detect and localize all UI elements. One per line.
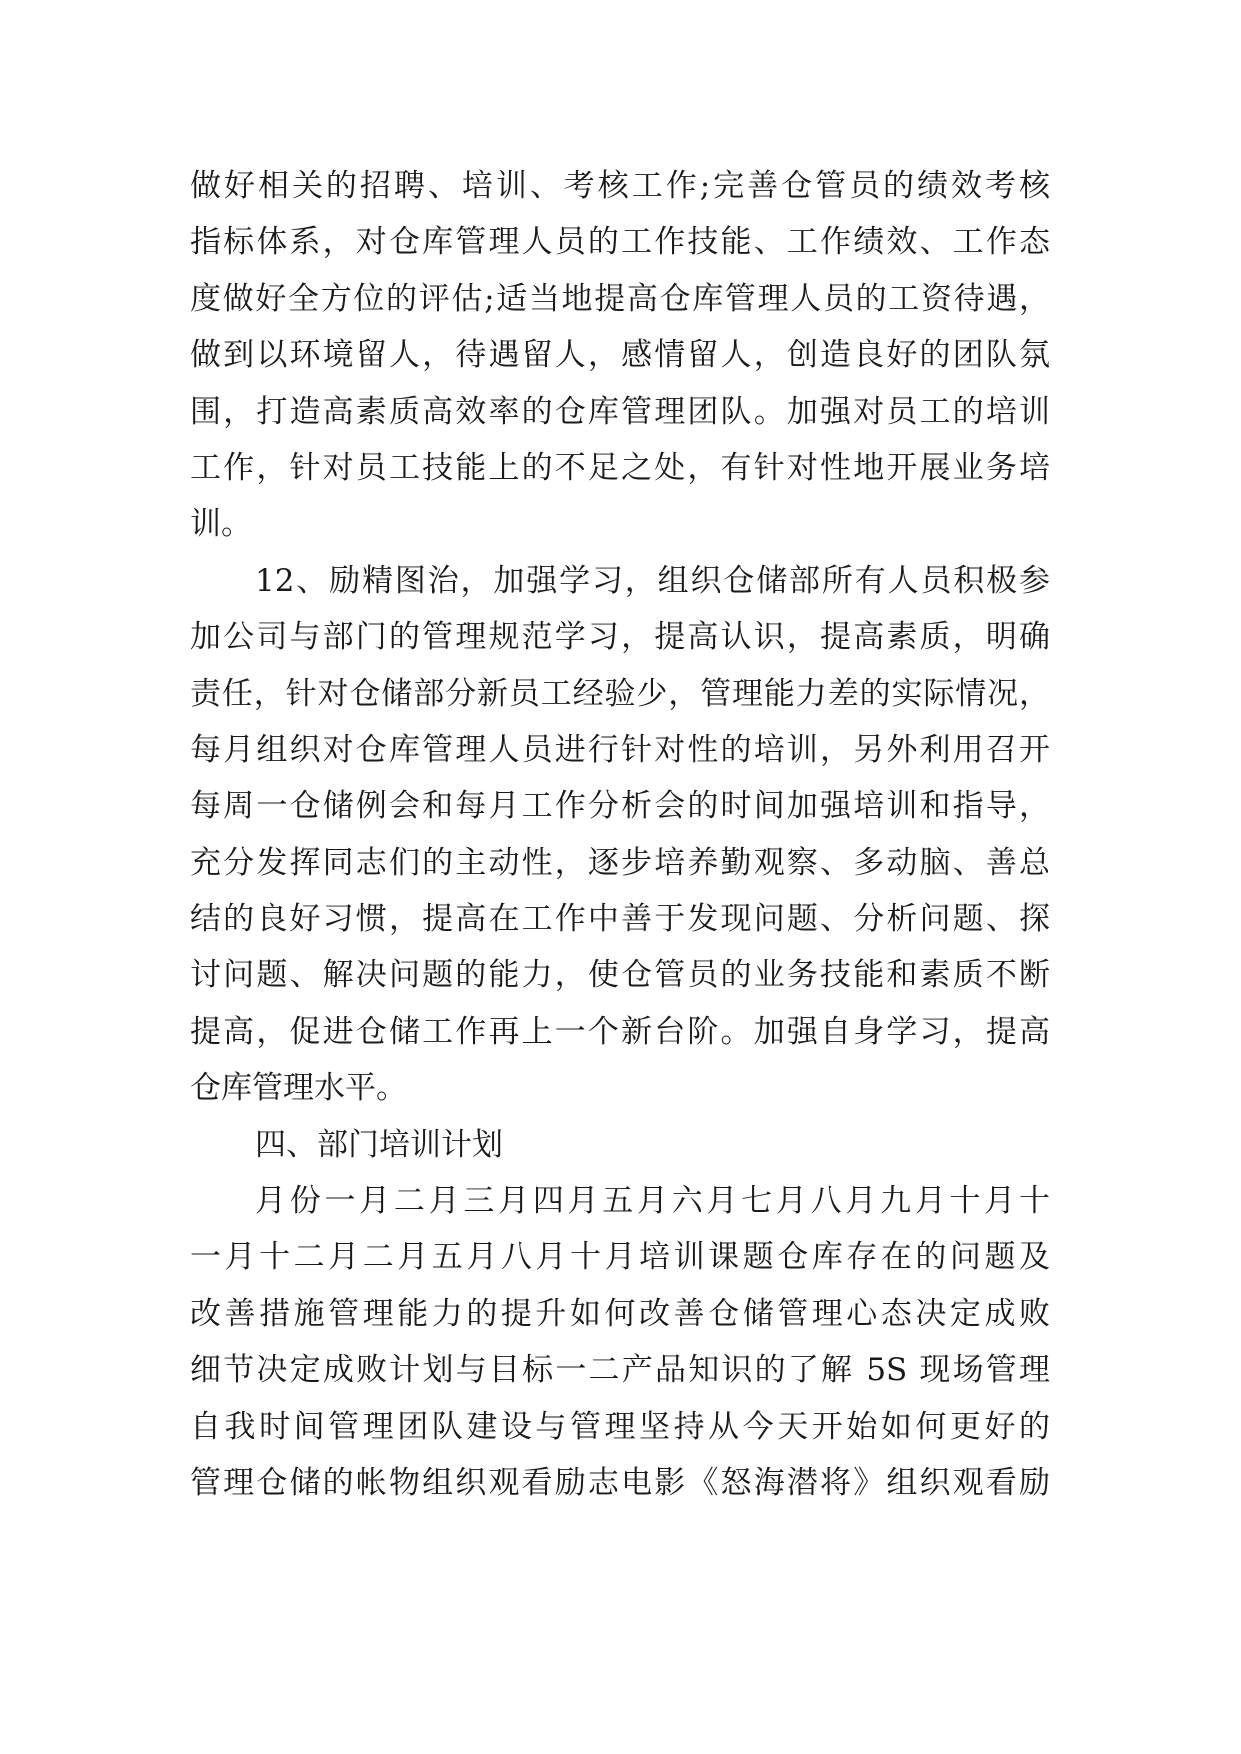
document-body — [190, 158, 1050, 1511]
body-line: 责任，针对仓储部分新员工经验少，管理能力差的实际情况， — [190, 675, 1050, 712]
body-line: 提高，促进仓储工作再上一个新台阶。加强自身学习，提高 — [190, 1013, 1050, 1050]
paragraph-12-first-line: 12、励精图治，加强学习，组织仓储部所有人员积极参 — [255, 562, 1050, 599]
body-line: 结的良好习惯，提高在工作中善于发现问题、分析问题、探 — [190, 901, 1050, 938]
body-line: 度做好全方位的评估;适当地提高仓库管理人员的工资待遇， — [190, 280, 1050, 317]
body-line: 细节决定成败计划与目标一二产品知识的了解 5S 现场管理 — [190, 1352, 1050, 1389]
body-line: 围，打造高素质高效率的仓库管理团队。加强对员工的培训 — [190, 393, 1050, 430]
body-line: 充分发挥同志们的主动性，逐步培养勤观察、多动脑、善总 — [190, 844, 1050, 881]
body-line: 训。 — [190, 506, 252, 543]
body-line: 每月组织对仓库管理人员进行针对性的培训，另外利用召开 — [190, 731, 1050, 768]
body-line: 讨问题、解决问题的能力，使仓管员的业务技能和素质不断 — [190, 957, 1050, 994]
body-line: 每周一仓储例会和每月工作分析会的时间加强培训和指导， — [190, 788, 1050, 825]
body-line: 做好相关的招聘、培训、考核工作;完善仓管员的绩效考核 — [190, 168, 1050, 204]
section-heading: 四、部门培训计划 — [255, 1126, 503, 1163]
body-line: 加公司与部门的管理规范学习，提高认识，提高素质，明确 — [190, 619, 1050, 656]
body-line: 改善措施管理能力的提升如何改善仓储管理心态决定成败 — [190, 1295, 1050, 1332]
body-line: 仓库管理水平。 — [190, 1070, 407, 1107]
body-line: 自我时间管理团队建设与管理坚持从今天开始如何更好的 — [190, 1408, 1050, 1445]
body-line: 工作，针对员工技能上的不足之处，有针对性地开展业务培 — [190, 449, 1050, 486]
body-line: 管理仓储的帐物组织观看励志电影《怒海潜将》组织观看励 — [190, 1464, 1050, 1501]
body-line: 一月十二月二月五月八月十月培训课题仓库存在的问题及 — [190, 1239, 1050, 1276]
body-line: 做到以环境留人，待遇留人，感情留人，创造良好的团队氛 — [190, 337, 1050, 374]
body-line: 指标体系，对仓库管理人员的工作技能、工作绩效、工作态 — [190, 224, 1050, 261]
training-plan-first-line: 月份一月二月三月四月五月六月七月八月九月十月十 — [255, 1183, 1050, 1220]
